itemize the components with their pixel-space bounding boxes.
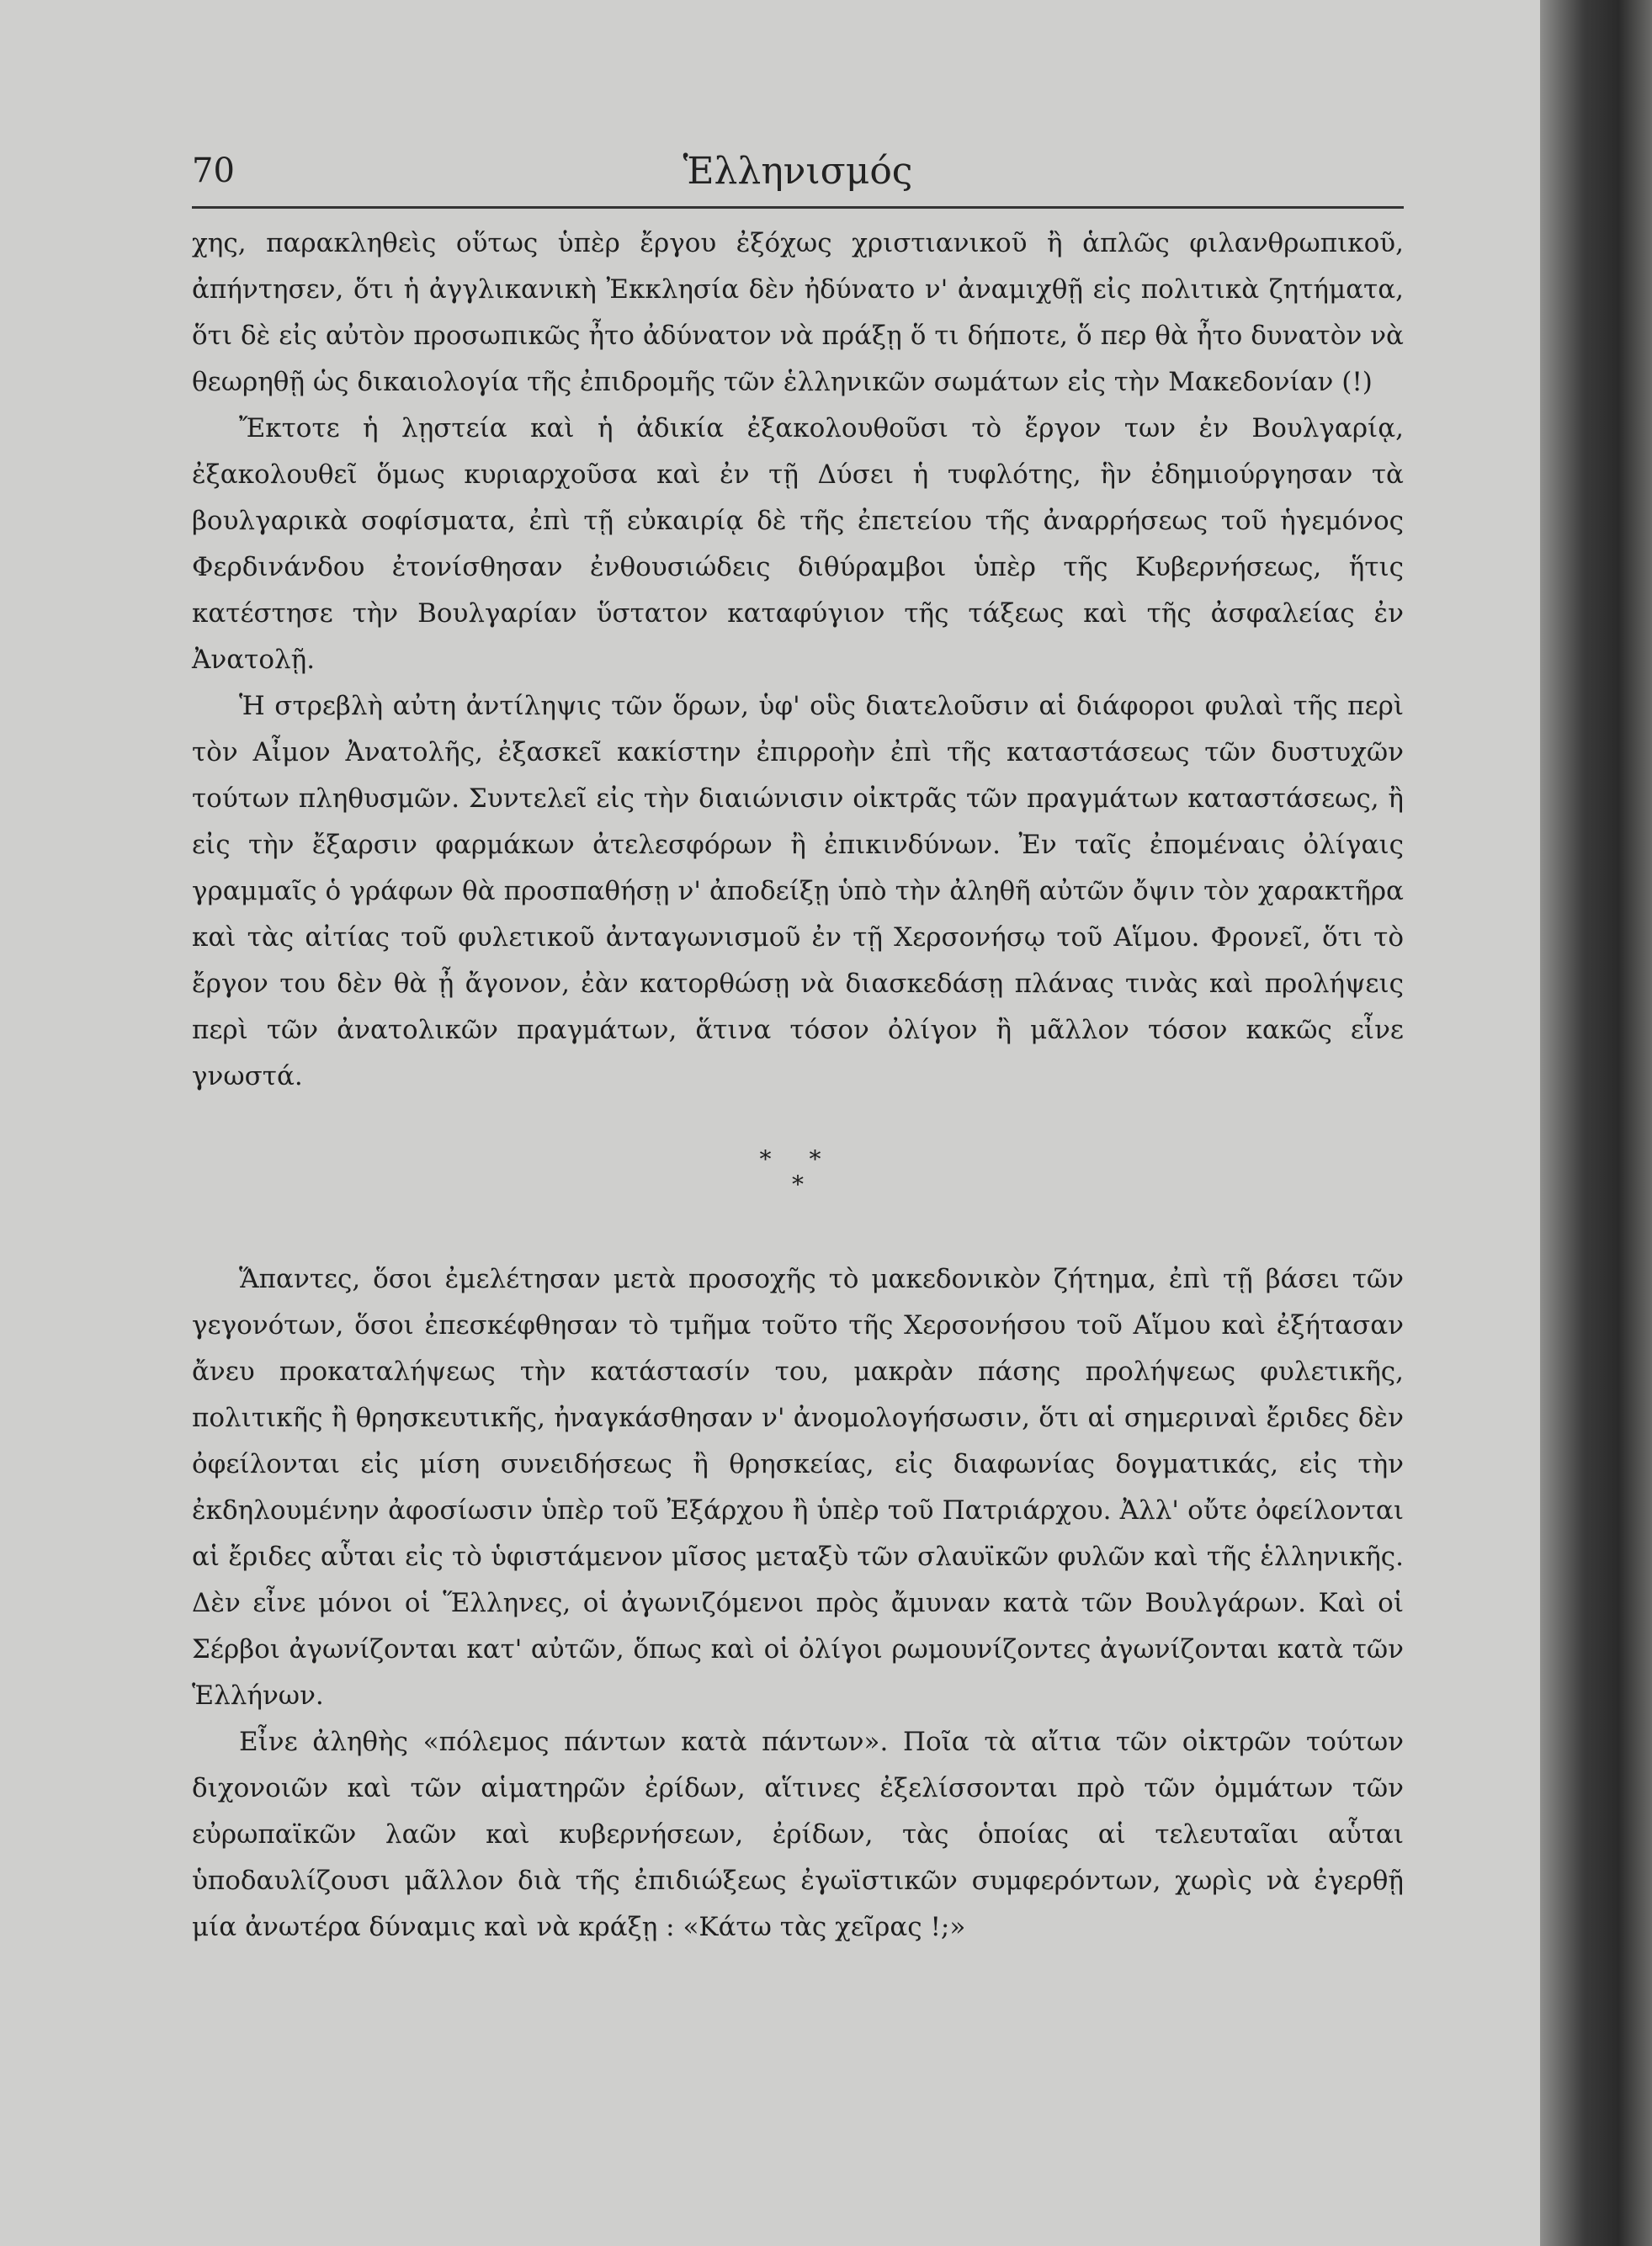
page-number: 70 xyxy=(192,151,235,190)
paragraph: Ἡ στρεβλὴ αὐτη ἀντίληψις τῶν ὅρων, ὑφ' οὓς διατελοῦσιν αἱ διάφοροι φυλαὶ τῆς περὶ τὸν Αἶμον Ἀνατολῆς, ἐξασκεῖ κακίστην ἐπιρροὴν ἐπὶ τῆς καταστάσεως τῶν δυστυχῶν τούτων πληθυσμῶν. Συντελεῖ εἰς τὴν διαιώνισιν οἰκτρᾶς τῶν πραγμάτων καταστάσεως, ἢ εἰς τὴν ἔξαρσιν φαρμάκων ἀτελεσφόρων ἢ ἐπικινδύνων. Ἐν ταῖς ἐπομέναις ὀλίγαις γραμμαῖς ὁ γράφων θὰ προσπαθήσῃ ν' ἀποδείξῃ ὑπὸ τὴν ἀληθῆ αὐτῶν ὄψιν τὸν χαρακτῆρα καὶ τὰς αἰτίας τοῦ φυλετικοῦ ἀνταγωνισμοῦ ἐν τῇ Χερσονήσῳ τοῦ Αἵμου. Φρονεῖ, ὅτι τὸ ἔργον του δὲν θὰ ᾖ ἄγονον, ἐὰν κατορθώσῃ νὰ διασκεδάσῃ πλάνας τινὰς καὶ προλήψεις περὶ τῶν ἀνατολικῶν πραγμάτων, ἅτινα τόσον ὀλίγον ἢ μᾶλλον τόσον κακῶς εἶνε γνωστά. xyxy=(192,691,1404,1091)
book-gutter xyxy=(1540,0,1652,2246)
section-separator xyxy=(192,1147,1404,1197)
paragraph: Ἔκτοτε ἡ λῃστεία καὶ ἡ ἀδικία ἐξακολουθοῦσι τὸ ἔργον των ἐν Βουλγαρίᾳ, ἐξακολουθεῖ ὅμως κυριαρχοῦσα καὶ ἐν τῇ Δύσει ἡ τυφλότης, ἣν ἐδημιούργησαν τὰ βουλγαρικὰ σοφίσματα, ἐπὶ τῇ εὐκαιρίᾳ δὲ τῆς ἐπετείου τῆς ἀναρρήσεως τοῦ ἡγεμόνος Φερδινάνδου ἐτονίσθησαν ἐνθουσιώδεις διθύραμβοι ὑπὲρ τῆς Κυβερνήσεως, ἥτις κατέστησε τὴν Βουλγαρίαν ὕστατον καταφύγιον τῆς τάξεως καὶ τῆς ἀσφαλείας ἐν Ἀνατολῇ. xyxy=(192,413,1404,675)
header-rule xyxy=(192,206,1404,209)
paragraph: Ἅπαντες, ὅσοι ἐμελέτησαν μετὰ προσοχῆς τὸ μακεδονικὸν ζήτημα, ἐπὶ τῇ βάσει τῶν γεγονότων, ὅσοι ἐπεσκέφθησαν τὸ τμῆμα τοῦτο τῆς Χερσονήσου τοῦ Αἵμου καὶ ἐξήτασαν ἄνευ προκαταλήψεως τὴν κατάστασίν του, μακρὰν πάσης προλήψεως φυλετικῆς, πολιτικῆς ἢ θρησκευτικῆς, ἠναγκάσθησαν ν' ἀνομολογήσωσιν, ὅτι αἱ σημεριναὶ ἔριδες δὲν ὀφείλονται εἰς μίση συνειδήσεως ἢ θρησκείας, εἰς διαφωνίας δογματικάς, εἰς τὴν ἐκδηλουμένην ἀφοσίωσιν ὑπὲρ τοῦ Ἐξάρχου ἢ ὑπὲρ τοῦ Πατριάρχου. Ἀλλ' οὔτε ὀφείλονται αἱ ἔριδες αὗται εἰς τὸ ὑφιστάμενον μῖσος μεταξὺ τῶν σλαυϊκῶν φυλῶν καὶ τῆς ἑλληνικῆς. Δὲν εἶνε μόνοι οἱ Ἕλληνες, οἱ ἀγωνιζόμενοι πρὸς ἄμυναν κατὰ τῶν Βουλγάρων. Καὶ οἱ Σέρβοι ἀγωνίζονται κατ' αὐτῶν, ὅπως καὶ οἱ ὀλίγοι ρωμουνίζοντες ἀγωνίζονται κατὰ τῶν Ἑλλήνων. xyxy=(192,1264,1404,1711)
page-header xyxy=(192,143,1404,202)
separator-stars-top: * * xyxy=(759,1145,837,1173)
running-title: Ἑλληνισμός xyxy=(683,150,913,193)
separator-star-bottom: * xyxy=(792,1171,804,1198)
paragraph: Εἶνε ἀληθὴς «πόλεμος πάντων κατὰ πάντων». Ποῖα τὰ αἴτια τῶν οἰκτρῶν τούτων διχονοιῶν καὶ τῶν αἱματηρῶν ἐρίδων, αἵτινες ἐξελίσσονται πρὸ τῶν ὀμμάτων τῶν εὐρωπαϊκῶν λαῶν καὶ κυβερνήσεων, ἐρίδων, τὰς ὁποίας αἱ τελευταῖαι αὗται ὑποδαυλίζουσι μᾶλλον διὰ τῆς ἐπιδιώξεως ἐγωϊστικῶν συμφερόντων, χωρὶς νὰ ἐγερθῇ μία ἀνωτέρα δύναμις καὶ νὰ κράξῃ : «Κάτω τὰς χεῖρας !;» xyxy=(192,1727,1404,1942)
body-text xyxy=(192,220,1404,1951)
paragraph: χης, παρακληθεὶς οὕτως ὑπὲρ ἔργου ἐξόχως χριστιανικοῦ ἢ ἁπλῶς φιλανθρωπικοῦ, ἀπήντησεν, ὅτι ἡ ἀγγλικανικὴ Ἐκκλησία δὲν ἠδύνατο ν' ἀναμιχθῇ εἰς πολιτικὰ ζητήματα, ὅτι δὲ εἰς αὐτὸν προσωπικῶς ἦτο ἀδύνατον νὰ πράξῃ ὅ τι δήποτε, ὅ περ θὰ ἦτο δυνατὸν νὰ θεωρηθῇ ὡς δικαιολογία τῆς ἐπιδρομῆς τῶν ἑλληνικῶν σωμάτων εἰς τὴν Μακεδονίαν (!) xyxy=(192,228,1404,397)
